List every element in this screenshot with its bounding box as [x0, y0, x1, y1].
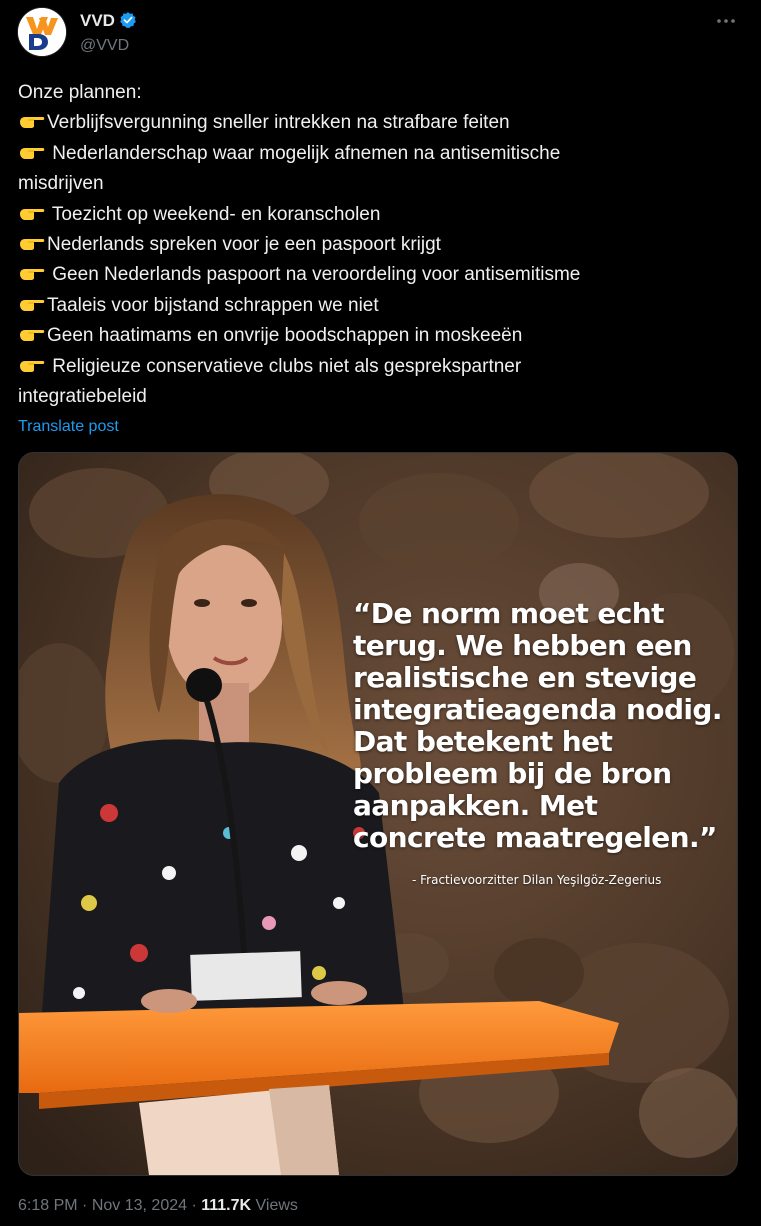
list-item: Religieuze conservatieve clubs niet als gesprekspartner: [18, 352, 718, 382]
pointing-hand-icon: [18, 205, 46, 221]
list-item-continuation: misdrijven: [18, 173, 104, 195]
list-item: Geen haatimams en onvrije boodschappen in moskeeën: [18, 321, 718, 351]
author-handle[interactable]: @VVD: [80, 37, 130, 54]
list-item: Nederlanderschap waar mogelijk afnemen na antisemitische: [18, 139, 718, 169]
post-meta: [18, 1195, 298, 1217]
pointing-hand-icon: [18, 357, 46, 373]
quote-text: [353, 598, 733, 854]
post-text: [18, 78, 718, 412]
more-options-icon[interactable]: [715, 10, 737, 32]
author-avatar[interactable]: [18, 8, 66, 56]
post-intro: Onze plannen:: [18, 82, 142, 103]
author-display-name[interactable]: VVD: [80, 11, 137, 31]
list-item: Nederlands spreken voor je een paspoort krijgt: [18, 230, 718, 260]
list-item: Toezicht op weekend- en koranscholen: [18, 200, 718, 230]
list-item-continuation: integratiebeleid: [18, 386, 147, 408]
pointing-hand-icon: [18, 265, 46, 281]
verified-badge-icon: [119, 11, 137, 29]
post-date[interactable]: Nov 13, 2024: [91, 1197, 188, 1214]
translate-post-link[interactable]: Translate post: [18, 418, 119, 435]
quote-line: “De norm moet echt: [353, 597, 664, 630]
pointing-hand-icon: [18, 113, 46, 129]
meta-separator: ·: [191, 1197, 197, 1214]
quote-attribution: - Fractievoorzitter Dilan Yeşilgöz-Zegerius: [412, 873, 662, 887]
pointing-hand-icon: [18, 326, 46, 342]
pointing-hand-icon: [18, 144, 46, 160]
quote-line: concrete maatregelen.”: [353, 821, 717, 854]
quote-line: Dat betekent het: [353, 725, 613, 758]
vvd-logo-icon: [18, 8, 66, 56]
quote-line: realistische en stevige: [353, 661, 697, 694]
views-label: Views: [255, 1197, 298, 1214]
post-time[interactable]: 6:18 PM: [18, 1197, 78, 1214]
post-image[interactable]: [18, 452, 738, 1176]
meta-separator: ·: [82, 1197, 88, 1214]
pointing-hand-icon: [18, 235, 46, 251]
quote-line: probleem bij de bron: [353, 757, 672, 790]
views-count: 111.7K: [201, 1197, 252, 1214]
list-item: Verblijfsvergunning sneller intrekken na strafbare feiten: [18, 108, 718, 138]
post-header: [18, 8, 743, 58]
list-item: Geen Nederlands paspoort na veroordeling voor antisemitisme: [18, 260, 718, 290]
quote-line: aanpakken. Met: [353, 789, 598, 822]
quote-line: terug. We hebben een: [353, 629, 692, 662]
pointing-hand-icon: [18, 296, 46, 312]
quote-line: integratieagenda nodig.: [353, 693, 722, 726]
list-item: Taaleis voor bijstand schrappen we niet: [18, 291, 718, 321]
